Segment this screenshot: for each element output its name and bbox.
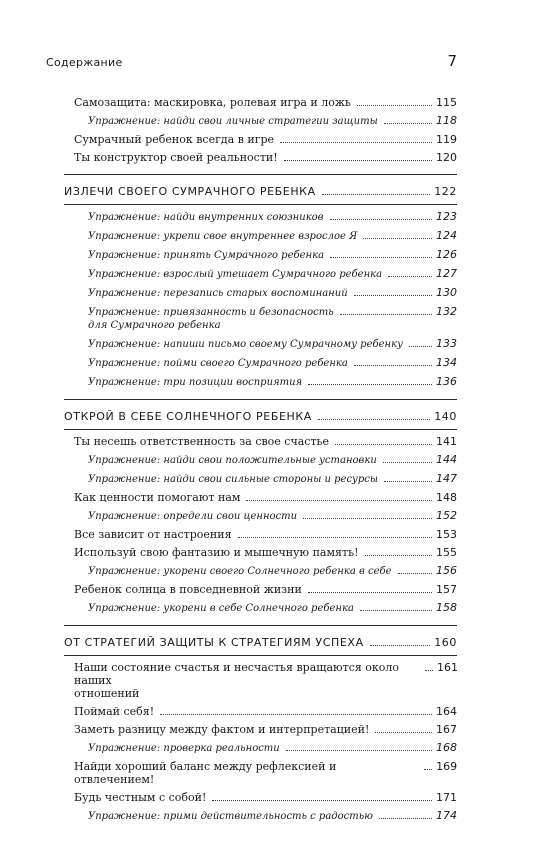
toc-entry xyxy=(74,583,457,596)
toc-entry-page: 171 xyxy=(436,791,457,804)
leader-dots xyxy=(322,194,430,195)
exercise-entry-title: Упражнение: укорени в себе Солнечного ребенка xyxy=(88,603,354,614)
leader-dots xyxy=(375,732,432,733)
exercise-entry-title: Упражнение: принять Сумрачного ребенка xyxy=(88,250,325,261)
toc-entry-title: Как ценности помогают нам xyxy=(74,491,241,504)
exercise-entry xyxy=(88,509,457,523)
leader-dots xyxy=(409,346,432,347)
leader-dots xyxy=(425,670,433,671)
toc-entry-title: Все зависит от настроения xyxy=(74,528,232,541)
chapter-entry-title: ОТКРОЙ В СЕБЕ СОЛНЕЧНОГО РЕБЕНКА xyxy=(64,410,312,423)
table-of-contents xyxy=(64,91,457,843)
exercise-entry xyxy=(88,210,457,224)
exercise-entry-title: Упражнение: привязанность и безопасность для Сумрачного ребенка xyxy=(88,307,334,331)
leader-dots xyxy=(360,610,432,611)
exercise-entry xyxy=(88,741,457,755)
leader-dots xyxy=(160,714,432,715)
exercise-entry-page: 118 xyxy=(436,114,457,127)
leader-dots xyxy=(354,365,432,366)
exercise-entry xyxy=(88,809,457,823)
toc-entry xyxy=(74,491,457,504)
toc-entry-page: 120 xyxy=(436,151,457,164)
exercise-entry-page: 156 xyxy=(436,564,457,577)
leader-dots xyxy=(280,142,432,143)
chapter-entry-title: ИЗЛЕЧИ СВОЕГО СУМРАЧНОГО РЕБЕНКА xyxy=(64,185,316,198)
exercise-entry-title: Упражнение: напиши письмо своему Сумрачному ребенку xyxy=(88,339,403,350)
chapter-entry-page: 160 xyxy=(434,636,457,649)
toc-entry-title: Сумрачный ребенок всегда в игре xyxy=(74,133,275,146)
exercise-entry-page: 174 xyxy=(436,809,457,822)
exercise-entry xyxy=(88,114,457,128)
leader-dots xyxy=(308,592,432,593)
exercise-entry-page: 158 xyxy=(436,601,457,614)
toc-entry-title: Найди хороший баланс между рефлексией и отвлечением! xyxy=(74,760,337,786)
exercise-entry xyxy=(88,267,457,281)
chapter-entry xyxy=(64,185,457,205)
exercise-entry xyxy=(88,337,457,351)
leader-dots xyxy=(398,573,432,574)
exercise-entry-title: Упражнение: укрепи свое внутреннее взрослое Я xyxy=(88,231,358,242)
page-number: 7 xyxy=(447,52,457,70)
exercise-entry xyxy=(88,356,457,370)
exercise-entry xyxy=(88,229,457,243)
exercise-entry xyxy=(88,375,457,389)
exercise-entry-page: 127 xyxy=(436,267,457,280)
toc-entry-page: 169 xyxy=(436,760,458,773)
exercise-entry-title: Упражнение: укорени своего Солнечного ребенка в себе xyxy=(88,566,392,577)
exercise-entry-title: Упражнение: пойми своего Сумрачного ребенка xyxy=(88,358,348,369)
toc-entry-title: Используй свою фантазию и мышечную память! xyxy=(74,546,359,559)
chapter-entry-title: ОТ СТРАТЕГИЙ ЗАЩИТЫ К СТРАТЕГИЯМ УСПЕХА xyxy=(64,636,364,649)
toc-entry-page: 167 xyxy=(436,723,457,736)
toc-entry-title: Будь честным с собой! xyxy=(74,791,207,804)
exercise-entry-page: 133 xyxy=(436,337,457,350)
exercise-entry-page: 147 xyxy=(436,472,457,485)
exercise-entry-page: 152 xyxy=(436,509,457,522)
exercise-entry xyxy=(88,601,457,615)
exercise-entry xyxy=(88,286,457,300)
toc-entry-title: Самозащита: маскировка, ролевая игра и ложь xyxy=(74,96,351,109)
chapter-entry-page: 140 xyxy=(434,410,457,423)
exercise-entry-page: 136 xyxy=(436,375,457,388)
toc-section xyxy=(64,636,457,833)
toc-entry xyxy=(74,661,457,700)
exercise-entry xyxy=(88,305,457,332)
toc-entry-page: 119 xyxy=(436,133,457,146)
exercise-entry xyxy=(88,564,457,578)
leader-dots xyxy=(384,123,432,124)
leader-dots xyxy=(238,537,432,538)
toc-entry-title: Поймай себя! xyxy=(74,705,155,718)
toc-entry xyxy=(74,723,457,736)
chapter-entry xyxy=(64,410,457,430)
chapter-entry-page: 122 xyxy=(434,185,457,198)
exercise-entry-title: Упражнение: проверка реальности xyxy=(88,743,280,754)
leader-dots xyxy=(286,750,432,751)
running-head: Содержание xyxy=(46,56,123,69)
toc-entry-page: 155 xyxy=(436,546,457,559)
leader-dots xyxy=(370,645,431,646)
toc-entry xyxy=(74,705,457,718)
leader-dots xyxy=(388,276,432,277)
leader-dots xyxy=(212,800,432,801)
leader-dots xyxy=(379,818,432,819)
exercise-entry-page: 132 xyxy=(436,305,457,318)
toc-entry-title: Наши состояние счастья и несчастья вращаются около наших отношений xyxy=(74,661,400,700)
toc-entry-title: Ты несешь ответственность за свое счастье xyxy=(74,435,330,448)
toc-entry xyxy=(74,528,457,541)
exercise-entry-title: Упражнение: перезапись старых воспоминаний xyxy=(88,288,348,299)
exercise-entry-page: 130 xyxy=(436,286,457,299)
leader-dots xyxy=(384,481,432,482)
leader-dots xyxy=(246,500,432,501)
exercise-entry-page: 134 xyxy=(436,356,457,369)
leader-dots xyxy=(363,238,432,239)
toc-entry-title: Ребенок солнца в повседневной жизни xyxy=(74,583,302,596)
leader-dots xyxy=(308,384,432,385)
exercise-entry-title: Упражнение: найди свои сильные стороны и ресурсы xyxy=(88,474,379,485)
toc-entry-page: 153 xyxy=(436,528,457,541)
exercise-entry xyxy=(88,472,457,486)
exercise-entry-title: Упражнение: взрослый утешает Сумрачного ребенка xyxy=(88,269,383,280)
exercise-entry-page: 124 xyxy=(436,229,457,242)
toc-entry-title: Ты конструктор своей реальности! xyxy=(74,151,278,164)
toc-entry xyxy=(74,760,457,786)
exercise-entry-title: Упражнение: прими действительность с радостью xyxy=(88,811,373,822)
toc-entry xyxy=(74,96,457,109)
toc-entry xyxy=(74,791,457,804)
leader-dots xyxy=(383,462,432,463)
exercise-entry-title: Упражнение: найди свои положительные установки xyxy=(88,455,377,466)
toc-section xyxy=(64,185,457,400)
toc-entry xyxy=(74,133,457,146)
exercise-entry-page: 144 xyxy=(436,453,457,466)
leader-dots xyxy=(357,105,432,106)
exercise-entry-title: Упражнение: найди внутренних союзников xyxy=(88,212,324,223)
toc-entry-page: 115 xyxy=(436,96,457,109)
toc-entry xyxy=(74,435,457,448)
exercise-entry-title: Упражнение: найди свои личные стратегии защиты xyxy=(88,116,378,127)
leader-dots xyxy=(365,555,433,556)
toc-entry-page: 141 xyxy=(436,435,457,448)
toc-entry-page: 148 xyxy=(436,491,457,504)
leader-dots xyxy=(303,518,432,519)
leader-dots xyxy=(335,444,432,445)
leader-dots xyxy=(340,314,432,315)
toc-section xyxy=(64,410,457,626)
toc-section xyxy=(64,96,457,175)
chapter-entry xyxy=(64,636,457,656)
exercise-entry xyxy=(88,248,457,262)
leader-dots xyxy=(354,295,432,296)
exercise-entry-title: Упражнение: три позиции восприятия xyxy=(88,377,303,388)
exercise-entry-title: Упражнение: определи свои ценности xyxy=(88,511,298,522)
leader-dots xyxy=(330,257,432,258)
leader-dots xyxy=(318,419,430,420)
leader-dots xyxy=(330,219,432,220)
toc-entry-title: Заметь разницу между фактом и интерпретацией! xyxy=(74,723,370,736)
exercise-entry-page: 123 xyxy=(436,210,457,223)
exercise-entry xyxy=(88,453,457,467)
leader-dots xyxy=(284,160,432,161)
exercise-entry-page: 168 xyxy=(436,741,457,754)
leader-dots xyxy=(424,769,432,770)
exercise-entry-page: 126 xyxy=(436,248,457,261)
toc-entry-page: 161 xyxy=(437,661,458,674)
toc-entry-page: 164 xyxy=(436,705,457,718)
toc-entry xyxy=(74,151,457,164)
toc-entry-page: 157 xyxy=(436,583,457,596)
toc-entry xyxy=(74,546,457,559)
